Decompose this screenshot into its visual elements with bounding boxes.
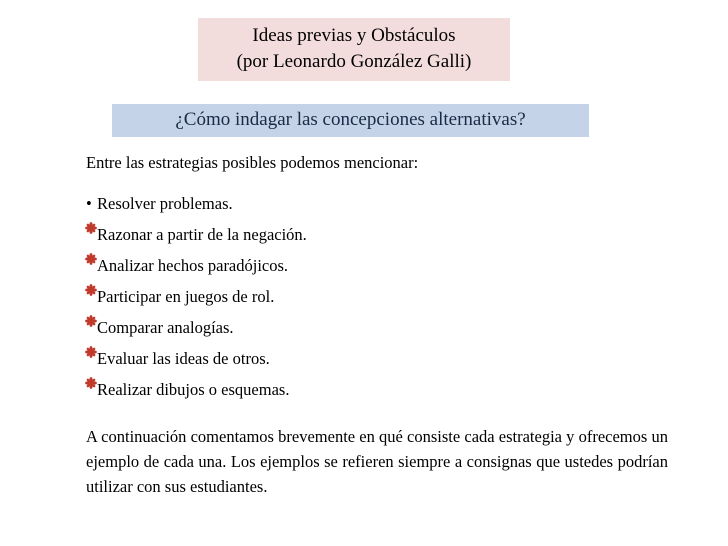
list-item bbox=[86, 278, 668, 309]
subtitle-box bbox=[112, 104, 589, 137]
intro-paragraph: Entre las estrategias posibles podemos mencionar: bbox=[86, 153, 419, 172]
flower-icon bbox=[86, 371, 97, 395]
list-item-label: Comparar analogías. bbox=[97, 318, 234, 337]
title-line-2: (por Leonardo González Galli) bbox=[236, 51, 472, 72]
list-item bbox=[86, 216, 668, 247]
list-item-label: Analizar hechos paradójicos. bbox=[97, 256, 289, 275]
list-item bbox=[86, 371, 668, 402]
list-item bbox=[86, 309, 668, 340]
title-box bbox=[198, 18, 510, 81]
closing-paragraph: A continuación comentamos brevemente en qué consiste cada estrategia y ofrecemos un ejemplo de cada una. Los ejemplos se refieren siempre a consignas que ustedes podrían utilizar con sus estudiantes. bbox=[86, 427, 668, 496]
flower-icon bbox=[86, 216, 97, 240]
flower-icon bbox=[86, 340, 97, 364]
list-item-label: Evaluar las ideas de otros. bbox=[97, 349, 270, 368]
list-item-label: Razonar a partir de la negación. bbox=[97, 225, 307, 244]
body-content bbox=[86, 152, 668, 499]
list-item-label: Participar en juegos de rol. bbox=[97, 287, 275, 306]
list-item bbox=[86, 192, 668, 216]
list-item-label: Realizar dibujos o esquemas. bbox=[97, 380, 290, 399]
list-item-label: Resolver problemas. bbox=[97, 194, 233, 213]
flower-icon bbox=[86, 247, 97, 271]
flower-icon bbox=[86, 309, 97, 333]
subtitle-text: ¿Cómo indagar las concepciones alternativas? bbox=[175, 109, 526, 130]
list-item bbox=[86, 247, 668, 278]
flower-icon bbox=[86, 278, 97, 302]
title-line-1: Ideas previas y Obstáculos bbox=[252, 25, 456, 46]
list-item bbox=[86, 340, 668, 371]
strategy-list bbox=[86, 192, 668, 402]
bullet-dot-icon: • bbox=[86, 194, 92, 213]
